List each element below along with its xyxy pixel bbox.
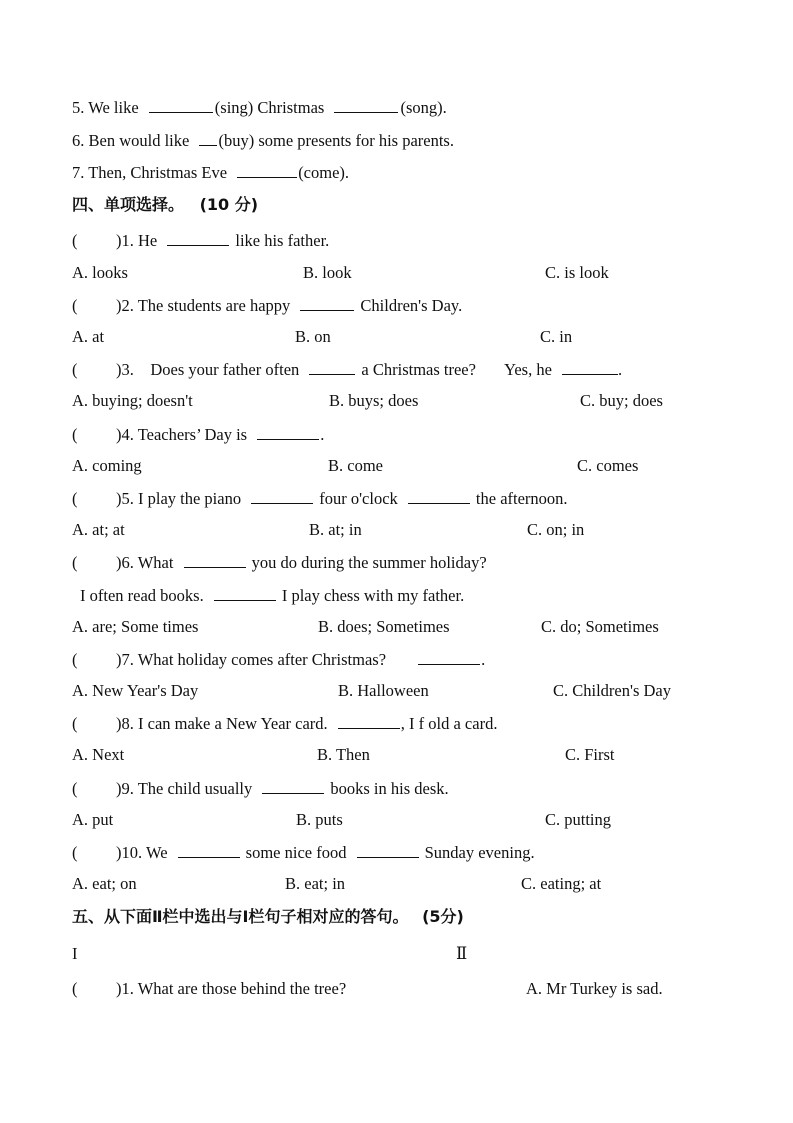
- section4-score: (10 分): [199, 195, 259, 214]
- answer-paren[interactable]: (: [72, 360, 78, 379]
- column-1-label: I: [72, 944, 78, 963]
- mcq-question-10: [72, 842, 535, 863]
- answer-blank[interactable]: [251, 488, 313, 504]
- option-a[interactable]: A. put: [72, 810, 114, 829]
- question-text: , I f old a card.: [400, 714, 498, 733]
- question-text: )10. We: [116, 843, 168, 862]
- question-text: Sunday evening.: [424, 843, 535, 862]
- option-c[interactable]: C. in: [540, 327, 573, 346]
- option-c[interactable]: C. on; in: [527, 520, 585, 539]
- mcq-question-6: [72, 552, 487, 573]
- match-answer-a: A. Mr Turkey is sad.: [526, 979, 663, 998]
- answer-paren[interactable]: (: [72, 489, 78, 508]
- section4-heading: [72, 195, 258, 215]
- option-c[interactable]: C. eating; at: [521, 874, 602, 893]
- answer-blank[interactable]: [408, 488, 470, 504]
- option-b[interactable]: B. does; Sometimes: [318, 617, 450, 636]
- option-a[interactable]: A. are; Some times: [72, 617, 199, 636]
- option-b[interactable]: B. at; in: [309, 520, 362, 539]
- mcq-question-4: [72, 424, 324, 445]
- option-a[interactable]: A. New Year's Day: [72, 681, 199, 700]
- question-text: books in his desk.: [330, 779, 449, 798]
- question-text: )5. I play the piano: [116, 489, 242, 508]
- question-text: a Christmas tree?: [361, 360, 476, 379]
- q5-text-b: (sing) Christmas: [214, 98, 325, 117]
- q6-text-b: (buy) some presents for his parents.: [218, 131, 454, 150]
- answer-blank[interactable]: [418, 649, 480, 665]
- question-text: .: [320, 425, 325, 444]
- column-2-label: Ⅱ: [456, 944, 468, 963]
- question-text: )1. He: [116, 231, 158, 250]
- option-c[interactable]: C. putting: [545, 810, 612, 829]
- answer-paren[interactable]: (: [72, 979, 78, 998]
- match-question-1: [72, 979, 346, 999]
- answer-paren[interactable]: (: [72, 843, 78, 862]
- question-text: Children's Day.: [360, 296, 463, 315]
- option-b[interactable]: B. Then: [317, 745, 370, 764]
- answer-blank[interactable]: [257, 424, 319, 440]
- question-text: like his father.: [235, 231, 330, 250]
- option-c[interactable]: C. do; Sometimes: [541, 617, 659, 636]
- answer-blank[interactable]: [562, 359, 618, 375]
- question-text: )7. What holiday comes after Christmas?: [116, 650, 387, 669]
- question-text: you do during the summer holiday?: [251, 553, 487, 572]
- question-text: )3. Does your father often: [116, 360, 300, 379]
- q5-text-a: 5. We like: [72, 98, 139, 117]
- answer-blank[interactable]: [237, 162, 297, 178]
- option-a[interactable]: A. at; at: [72, 520, 125, 539]
- section5-heading: [72, 907, 464, 927]
- answer-blank[interactable]: [167, 230, 229, 246]
- mcq-question-2: [72, 295, 462, 316]
- option-c[interactable]: C. is look: [545, 263, 609, 282]
- mcq-question-3: [72, 359, 622, 380]
- question-text: I often read books.: [80, 586, 204, 605]
- question-text: .: [618, 360, 623, 379]
- option-a[interactable]: A. at: [72, 327, 105, 346]
- mcq-question-6-line2: [80, 585, 464, 606]
- question-text: )2. The students are happy: [116, 296, 291, 315]
- question-text: )9. The child usually: [116, 779, 253, 798]
- answer-blank[interactable]: [338, 713, 400, 729]
- answer-paren[interactable]: (: [72, 779, 78, 798]
- question-text: )4. Teachers’ Day is: [116, 425, 248, 444]
- option-a[interactable]: A. looks: [72, 263, 128, 282]
- question-text: four o'clock: [319, 489, 398, 508]
- option-a[interactable]: A. Next: [72, 745, 125, 764]
- question-text: the afternoon.: [475, 489, 568, 508]
- q7-text-a: 7. Then, Christmas Eve: [72, 163, 228, 182]
- answer-blank[interactable]: [300, 295, 354, 311]
- question-text: some nice food: [245, 843, 347, 862]
- option-b[interactable]: B. come: [328, 456, 383, 475]
- option-a[interactable]: A. buying; doesn't: [72, 391, 193, 410]
- option-a[interactable]: A. eat; on: [72, 874, 137, 893]
- option-b[interactable]: B. puts: [296, 810, 343, 829]
- answer-paren[interactable]: (: [72, 296, 78, 315]
- q7-text-b: (come).: [298, 163, 350, 182]
- question-text: .: [481, 650, 486, 669]
- answer-paren[interactable]: (: [72, 650, 78, 669]
- question-text: )1. What are those behind the tree?: [116, 979, 347, 998]
- mcq-question-9: [72, 778, 449, 799]
- option-b[interactable]: B. on: [295, 327, 331, 346]
- question-text: Yes, he: [504, 360, 552, 379]
- option-c[interactable]: C. buy; does: [580, 391, 663, 410]
- answer-blank[interactable]: [309, 359, 355, 375]
- answer-paren[interactable]: (: [72, 231, 78, 250]
- answer-paren[interactable]: (: [72, 553, 78, 572]
- fill-in-q6: [72, 130, 454, 151]
- option-c[interactable]: C. Children's Day: [553, 681, 672, 700]
- mcq-question-8: [72, 713, 497, 734]
- option-b[interactable]: B. Halloween: [338, 681, 429, 700]
- section5-score: (5分): [422, 907, 464, 926]
- option-a[interactable]: A. coming: [72, 456, 142, 475]
- mcq-question-1: [72, 230, 329, 251]
- answer-paren[interactable]: (: [72, 425, 78, 444]
- q6-text-a: 6. Ben would like: [72, 131, 190, 150]
- section4-title: 四、单项选择。: [72, 195, 185, 214]
- option-b[interactable]: B. buys; does: [329, 391, 419, 410]
- question-text: )8. I can make a New Year card.: [116, 714, 328, 733]
- mcq-question-5: [72, 488, 568, 509]
- question-text: )6. What: [116, 553, 174, 572]
- option-c[interactable]: C. First: [565, 745, 615, 764]
- question-text: I play chess with my father.: [281, 586, 465, 605]
- answer-blank[interactable]: [334, 97, 398, 113]
- answer-blank[interactable]: [178, 842, 240, 858]
- answer-blank[interactable]: [199, 130, 217, 146]
- section5-title: 五、从下面Ⅱ栏中选出与Ⅰ栏句子相对应的答句。: [72, 907, 409, 926]
- option-c[interactable]: C. comes: [577, 456, 639, 475]
- option-b[interactable]: B. eat; in: [285, 874, 346, 893]
- fill-in-q5: [72, 97, 447, 118]
- answer-blank[interactable]: [214, 585, 276, 601]
- answer-blank[interactable]: [357, 842, 419, 858]
- option-b[interactable]: B. look: [303, 263, 352, 282]
- mcq-question-7: [72, 649, 485, 670]
- answer-blank[interactable]: [262, 778, 324, 794]
- answer-blank[interactable]: [184, 552, 246, 568]
- q5-text-c: (song).: [400, 98, 447, 117]
- answer-paren[interactable]: (: [72, 714, 78, 733]
- answer-blank[interactable]: [149, 97, 213, 113]
- fill-in-q7: [72, 162, 349, 183]
